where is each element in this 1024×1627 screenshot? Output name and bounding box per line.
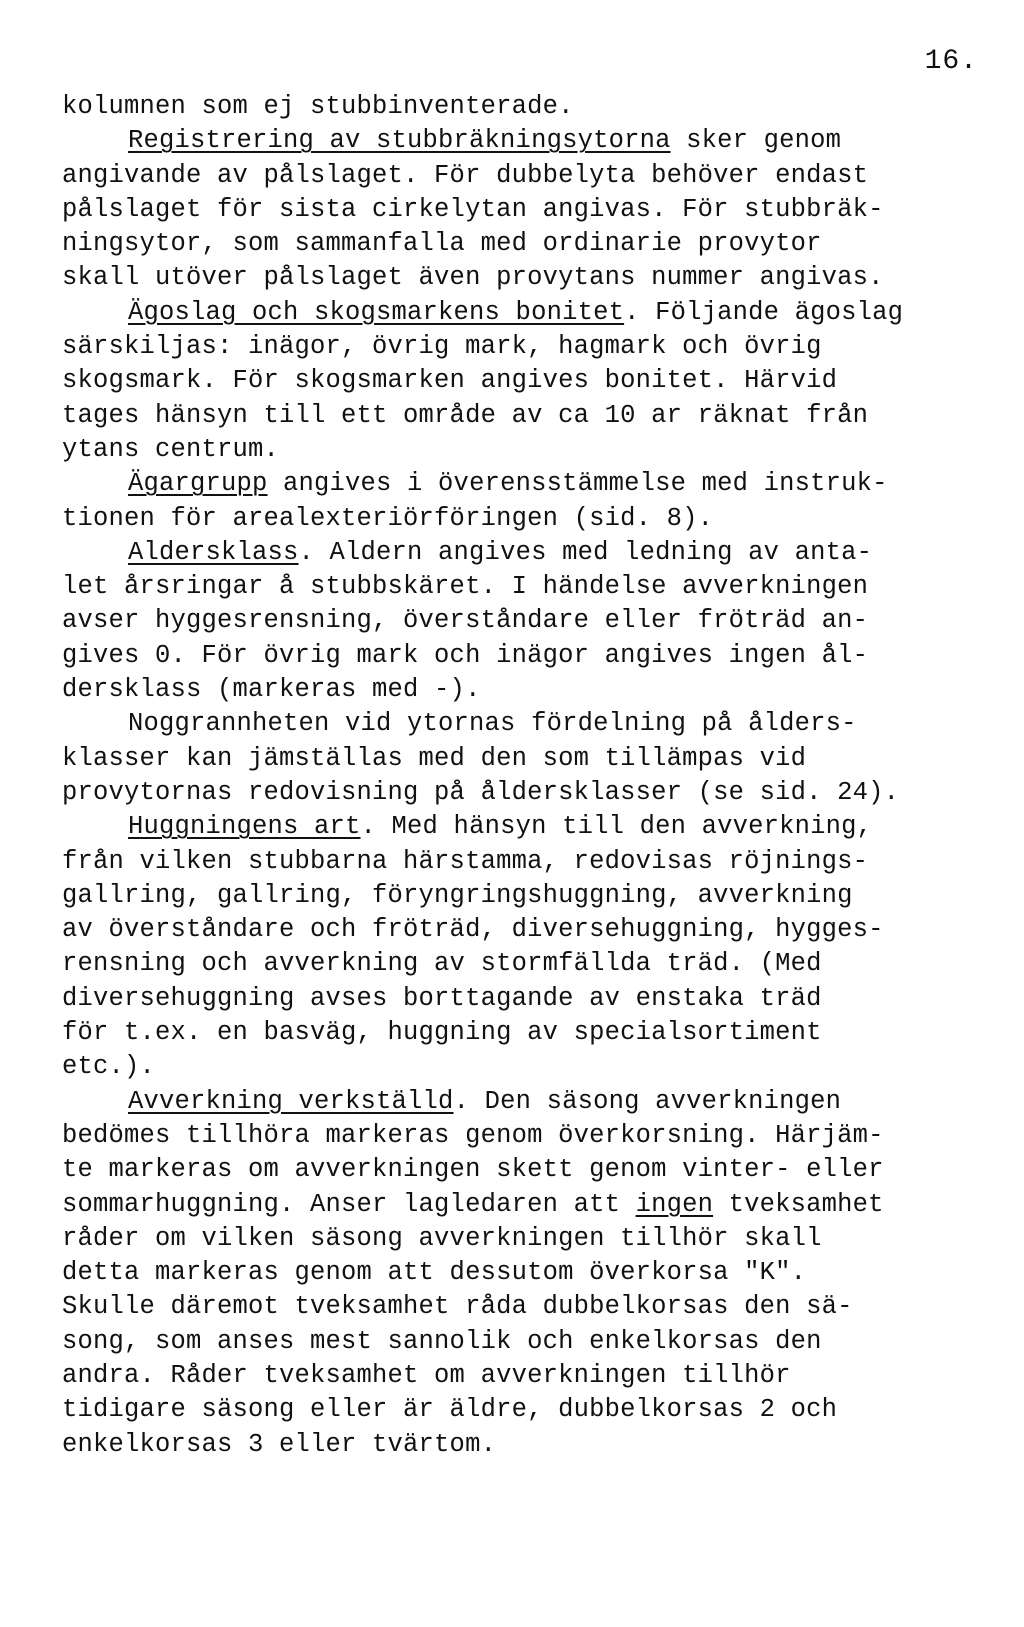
line-text: av överståndare och fröträd, diversehuggning, hygges- (62, 915, 884, 945)
text-line (62, 433, 992, 467)
line-text: diversehuggning avses borttagande av enstaka träd (62, 983, 822, 1013)
text-line (62, 913, 992, 947)
line-text: ningsytor, som sammanfalla med ordinarie provytor (62, 229, 822, 259)
line-text: tionen för arealexteriörföringen (sid. 8). (62, 503, 714, 533)
text-line (62, 1222, 992, 1256)
text-line (62, 364, 992, 398)
line-text: Noggrannheten vid ytornas fördelning på ålders- (128, 709, 857, 739)
line-text: provytornas redovisning på åldersklasser (se sid. 24). (62, 777, 900, 807)
line-text: angives i överensstämmelse med instruk- (267, 469, 888, 499)
line-text: tidigare säsong eller är äldre, dubbelkorsas 2 och (62, 1395, 838, 1425)
text-line (62, 604, 992, 638)
page-number: 16. (924, 46, 978, 77)
line-text: för t.ex. en basväg, huggning av specialsortiment (62, 1018, 822, 1048)
line-text: angivande av pålslaget. För dubbelyta behöver endast (62, 160, 869, 190)
line-text: . Den säsong avverkningen (453, 1086, 842, 1116)
text-line (62, 227, 992, 261)
text-line (62, 399, 992, 433)
line-text: . Aldern angives med ledning av anta- (298, 537, 873, 567)
line-text: pålslaget för sista cirkelytan angivas. För stubbräk- (62, 194, 884, 224)
line-text: tages hänsyn till ett område av ca 10 ar räknat från (62, 400, 869, 430)
text-line (62, 810, 992, 844)
text-line (62, 1188, 992, 1222)
paragraph (62, 90, 992, 124)
section-heading: Ägoslag och skogsmarkens bonitet (128, 297, 625, 327)
text-line (62, 879, 992, 913)
text-line (62, 1050, 992, 1084)
line-text: tveksamhet (713, 1189, 884, 1219)
text-line (62, 639, 992, 673)
line-text: skogsmark. För skogsmarken angives bonitet. Härvid (62, 366, 838, 396)
text-line (62, 707, 992, 741)
line-text: song, som anses mest sannolik och enkelkorsas den (62, 1326, 822, 1356)
text-line (62, 1359, 992, 1393)
line-text: gives 0. För övrig mark och inägor angives ingen ål- (62, 640, 869, 670)
line-text: rensning och avverkning av stormfällda träd. (Med (62, 949, 822, 979)
paragraph (62, 707, 992, 810)
paragraph (62, 536, 992, 707)
text-line (62, 330, 992, 364)
emphasized-word: ingen (635, 1189, 714, 1219)
text-line (62, 982, 992, 1016)
text-line (62, 742, 992, 776)
line-text: från vilken stubbarna härstamma, redovisas röjnings- (62, 846, 869, 876)
text-line (62, 776, 992, 810)
line-text: gallring, gallring, föryngringshuggning, avverkning (62, 880, 853, 910)
text-line (62, 845, 992, 879)
document-body (62, 90, 992, 1462)
text-line (62, 570, 992, 604)
text-line (62, 1119, 992, 1153)
text-line (62, 673, 992, 707)
line-text: ytans centrum. (62, 434, 280, 464)
text-line (62, 502, 992, 536)
line-text: klasser kan jämställas med den som tillämpas vid (62, 743, 807, 773)
line-text: särskiljas: inägor, övrig mark, hagmark och övrig (62, 332, 822, 362)
line-text: te markeras om avverkningen skett genom vinter- eller (62, 1155, 884, 1185)
line-text: bedömes tillhöra markeras genom överkorsning. Härjäm- (62, 1120, 884, 1150)
line-text: Skulle däremot tveksamhet råda dubbelkorsas den sä- (62, 1292, 853, 1322)
text-line (62, 1393, 992, 1427)
paragraph (62, 1085, 992, 1462)
line-text: avser hyggesrensning, överståndare eller fröträd an- (62, 606, 869, 636)
section-heading: Avverkning verkställd (128, 1086, 454, 1116)
paragraph (62, 124, 992, 295)
section-heading: Ägargrupp (128, 469, 268, 499)
text-line (62, 90, 992, 124)
line-text: . Följande ägoslag (624, 297, 904, 327)
text-line (62, 1085, 992, 1119)
line-text: kolumnen som ej stubbinventerade. (62, 92, 574, 121)
text-line (62, 467, 992, 501)
text-line (62, 1290, 992, 1324)
paragraph (62, 296, 992, 467)
text-line (62, 159, 992, 193)
text-line (62, 947, 992, 981)
section-heading: Aldersklass (128, 537, 299, 567)
line-text: råder om vilken säsong avverkningen tillhör skall (62, 1223, 822, 1253)
text-line (62, 1256, 992, 1290)
line-text: skall utöver pålslaget även provytans nummer angivas. (62, 263, 884, 293)
line-text: andra. Råder tveksamhet om avverkningen tillhör (62, 1360, 791, 1390)
line-text: etc.). (62, 1052, 156, 1082)
line-text: detta markeras genom att dessutom överkorsa "K". (62, 1258, 807, 1288)
line-text: sommarhuggning. Anser lagledaren att (62, 1189, 636, 1219)
paragraph (62, 467, 992, 536)
text-line (62, 536, 992, 570)
line-text: sker genom (670, 126, 842, 156)
text-line (62, 1153, 992, 1187)
text-line (62, 124, 992, 158)
text-line (62, 261, 992, 295)
paragraph (62, 810, 992, 1084)
text-line (62, 1325, 992, 1359)
section-heading: Huggningens art (128, 812, 361, 842)
text-line (62, 193, 992, 227)
text-line (62, 296, 992, 330)
line-text: let årsringar å stubbskäret. I händelse avverkningen (62, 572, 869, 602)
line-text: enkelkorsas 3 eller tvärtom. (62, 1429, 497, 1459)
line-text: dersklass (markeras med -). (62, 675, 481, 705)
text-line (62, 1016, 992, 1050)
line-text: . Med hänsyn till den avverkning, (360, 812, 873, 842)
text-line (62, 1428, 992, 1462)
section-heading: Registrering av stubbräkningsytorna (128, 126, 671, 156)
